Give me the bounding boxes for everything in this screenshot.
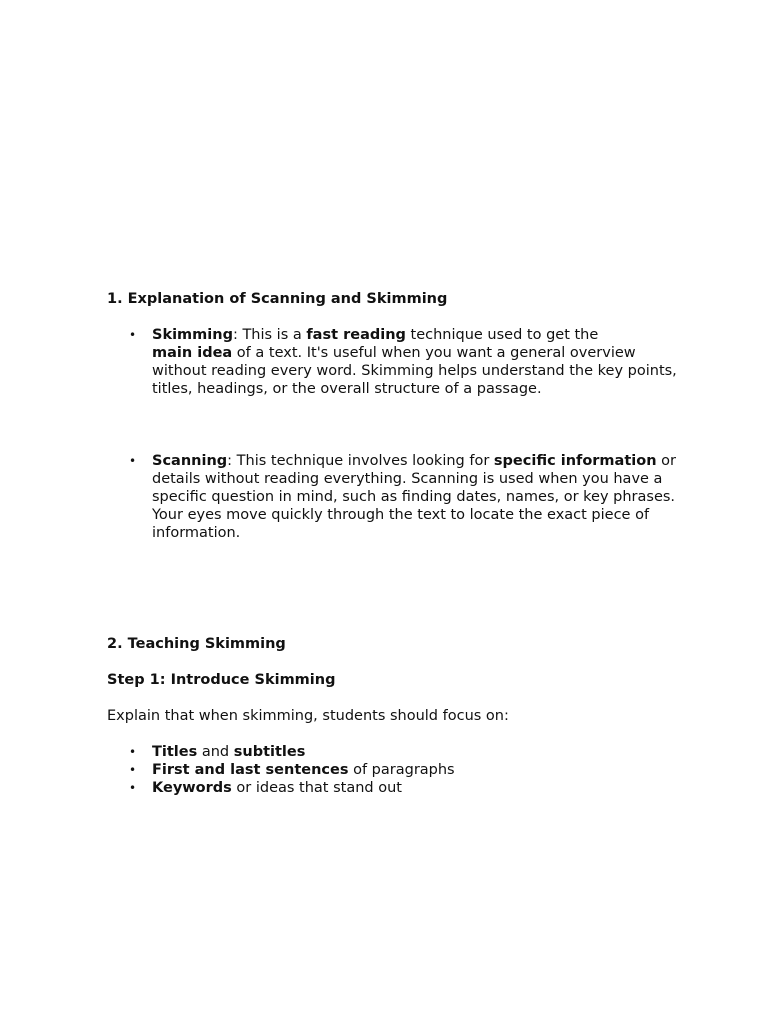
text: or ideas that stand out [231, 780, 402, 796]
skimming-definition [107, 326, 677, 398]
bold-phrase: main idea [152, 345, 233, 361]
bold-phrase: specific information [493, 453, 657, 469]
list-item [107, 779, 677, 797]
text: of paragraphs [348, 762, 455, 778]
intro-paragraph: Explain that when skimming, students should focus on: [107, 708, 509, 724]
text: technique used to get the [405, 327, 599, 343]
focus-list [107, 743, 677, 797]
list-item [107, 761, 677, 779]
skimming-term: Skimming [152, 327, 233, 343]
text: of a text. It's useful when you want a general overview without reading every word. Skimming helps understand the key points, titles, headings, or the overall structure of a passage. [152, 345, 677, 397]
step-1-heading: Step 1: Introduce Skimming [107, 672, 336, 688]
text: or details without reading everything. Scanning is used when you have a specific question in mind, such as finding dates, names, or key phrases. Your eyes move quickly through the text to locate the exact piece of information. [152, 453, 676, 541]
definitions-list-2 [107, 452, 677, 542]
bullet-icon: • [129, 745, 137, 759]
bold-phrase: subtitles [233, 744, 306, 760]
bullet-icon: • [129, 763, 137, 777]
definitions-list [107, 326, 677, 398]
text: : This technique involves looking for [227, 453, 494, 469]
text: : This is a [232, 327, 307, 343]
bold-phrase: First and last sentences [152, 762, 349, 778]
section-1-heading: 1. Explanation of Scanning and Skimming [107, 291, 448, 307]
text: and [197, 744, 234, 760]
scanning-term: Scanning [152, 453, 228, 469]
bullet-icon: • [129, 328, 137, 342]
bold-phrase: Titles [152, 744, 198, 760]
scanning-definition [107, 452, 677, 542]
list-item [107, 743, 677, 761]
section-2-heading: 2. Teaching Skimming [107, 636, 286, 652]
bullet-icon: • [129, 454, 137, 468]
bullet-icon: • [129, 781, 137, 795]
bold-phrase: fast reading [306, 327, 406, 343]
bold-phrase: Keywords [152, 780, 232, 796]
